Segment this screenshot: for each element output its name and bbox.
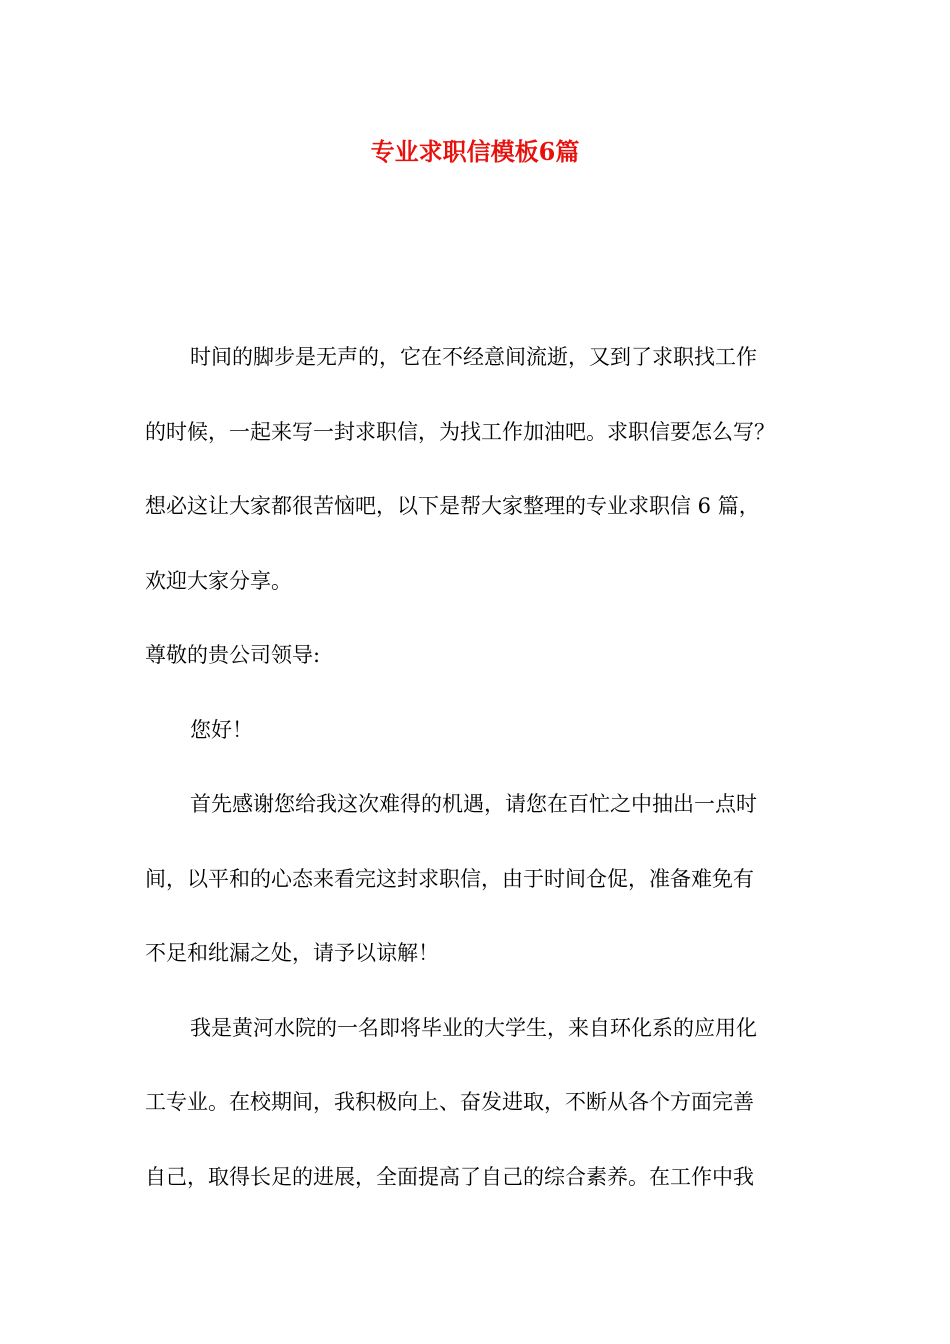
body-line: 我是黄河水院的一名即将毕业的大学生，来自环化系的应用化 bbox=[190, 1015, 757, 1040]
body-line: 的时候，一起来写一封求职信，为找工作加油吧。求职信要怎么写？ bbox=[145, 419, 775, 444]
document-title: 专业求职信模板6篇 bbox=[370, 137, 580, 166]
body-line: 不足和纰漏之处，请予以谅解！ bbox=[145, 941, 439, 965]
body-line: 工专业。在校期间，我积极向上、奋发进取，不断从各个方面完善 bbox=[145, 1090, 754, 1114]
body-line: 自己，取得长足的进展，全面提高了自己的综合素养。在工作中我 bbox=[145, 1164, 754, 1189]
body-line: 首先感谢您给我这次难得的机遇，请您在百忙之中抽出一点时 bbox=[190, 792, 757, 816]
body-line: 间，以平和的心态来看完这封求职信，由于时间仓促，准备难免有 bbox=[145, 866, 754, 891]
body-line: 欢迎大家分享。 bbox=[145, 568, 292, 593]
salutation: 尊敬的贵公司领导: bbox=[145, 643, 321, 667]
body-line: 时间的脚步是无声的，它在不经意间流逝，又到了求职找工作 bbox=[190, 345, 757, 369]
body-line: 想必这让大家都很苦恼吧，以下是帮大家整理的专业求职信 6 篇， bbox=[145, 494, 760, 518]
greeting: 您好！ bbox=[190, 717, 253, 742]
document-body bbox=[145, 320, 825, 1214]
